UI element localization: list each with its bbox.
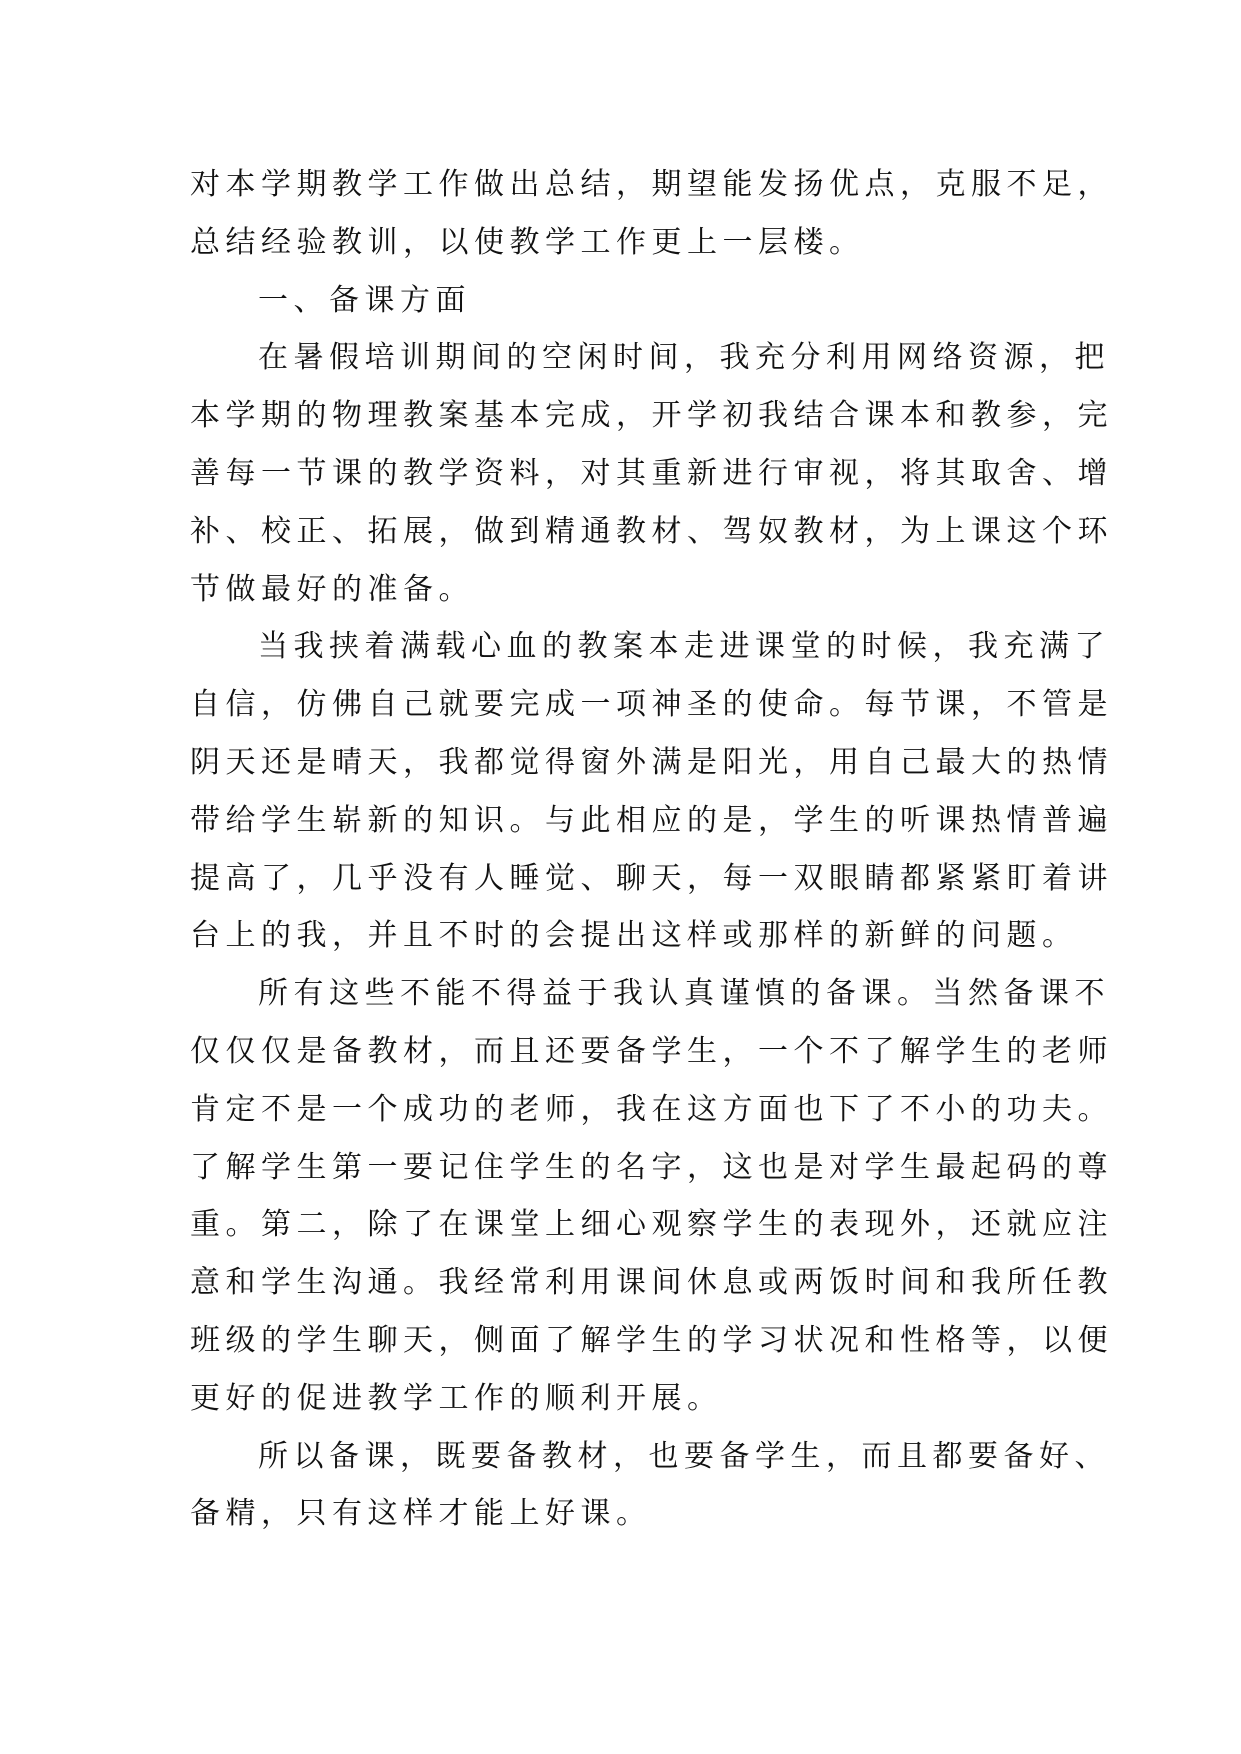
body-line: 意和学生沟通。我经常利用课间休息或两饭时间和我所任教 [190, 1265, 1113, 1301]
body-line: 肯定不是一个成功的老师，我在这方面也下了不小的功夫。 [190, 1091, 1113, 1127]
body-line: 备精，只有这样才能上好课。 [190, 1496, 652, 1532]
body-line: 所有这些不能不得益于我认真谨慎的备课。当然备课不 [258, 976, 1110, 1012]
document-body [190, 156, 1113, 1543]
body-line: 节做最好的准备。 [190, 571, 474, 607]
body-line: 仅仅仅是备教材，而且还要备学生，一个不了解学生的老师 [190, 1033, 1113, 1069]
body-line: 重。第二，除了在课堂上细心观察学生的表现外，还就应注 [190, 1207, 1113, 1243]
body-line: 当我挟着满载心血的教案本走进课堂的时候，我充满了 [258, 629, 1110, 665]
body-line: 在暑假培训期间的空闲时间，我充分利用网络资源，把 [258, 340, 1110, 376]
body-line: 补、校正、拓展，做到精通教材、驾奴教材，为上课这个环 [190, 513, 1113, 549]
body-line: 对本学期教学工作做出总结，期望能发扬优点，克服不足， [190, 167, 1113, 202]
body-line: 提高了，几乎没有人睡觉、聊天，每一双眼睛都紧紧盯着讲 [190, 860, 1113, 896]
body-line: 带给学生崭新的知识。与此相应的是，学生的听课热情普遍 [190, 802, 1113, 838]
body-line: 本学期的物理教案基本完成，开学初我结合课本和教参，完 [190, 398, 1113, 434]
body-line: 班级的学生聊天，侧面了解学生的学习状况和性格等，以便 [190, 1322, 1113, 1358]
body-line: 了解学生第一要记住学生的名字，这也是对学生最起码的尊 [190, 1149, 1113, 1185]
body-line: 善每一节课的教学资料，对其重新进行审视，将其取舍、增 [190, 455, 1113, 491]
body-line: 所以备课，既要备教材，也要备学生，而且都要备好、 [258, 1438, 1110, 1474]
body-line: 总结经验教训，以使教学工作更上一层楼。 [190, 224, 865, 260]
body-line: 台上的我，并且不时的会提出这样或那样的新鲜的问题。 [190, 918, 1078, 954]
body-line: 更好的促进教学工作的顺利开展。 [190, 1380, 723, 1416]
body-line: 阴天还是晴天，我都觉得窗外满是阳光，用自己最大的热情 [190, 744, 1113, 780]
section-heading: 一、备课方面 [258, 282, 471, 318]
body-line: 自信，仿佛自己就要完成一项神圣的使命。每节课，不管是 [190, 687, 1113, 723]
